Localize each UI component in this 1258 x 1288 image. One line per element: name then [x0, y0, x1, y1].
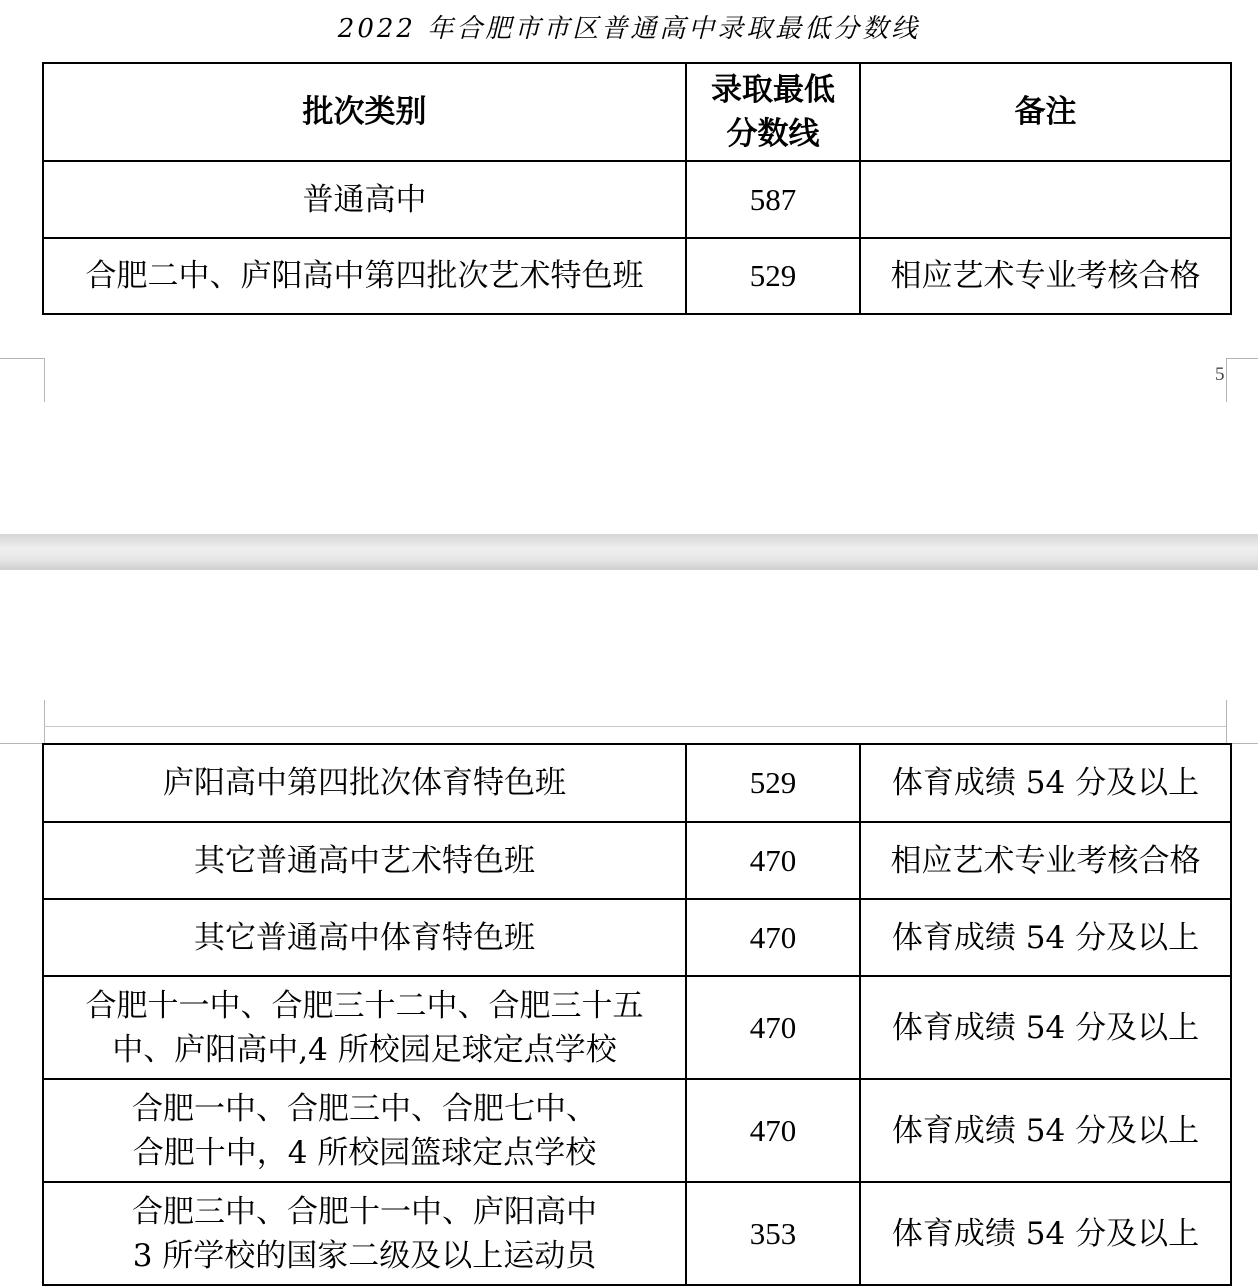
cell-category [43, 1182, 686, 1285]
table-body-page1 [43, 161, 1231, 314]
table-row [43, 899, 1231, 976]
category-line: 合肥三中、合肥十一中、庐阳高中 [132, 1193, 597, 1230]
cell-score: 529 [686, 238, 860, 314]
corner-mark [1226, 358, 1258, 359]
cell-score: 353 [686, 1182, 860, 1285]
header-category: 批次类别 [43, 63, 686, 161]
cell-category [43, 976, 686, 1079]
corner-mark [0, 743, 44, 744]
header-score [686, 63, 860, 161]
table-row [43, 822, 1231, 899]
corner-mark [1226, 358, 1227, 402]
category-line: 中、庐阳高中,4 所校园足球定点学校 [112, 1031, 617, 1068]
table-row [43, 976, 1231, 1079]
corner-mark [1226, 700, 1227, 744]
cell-remark: 体育成绩 54 分及以上 [860, 744, 1231, 822]
corner-mark [44, 358, 45, 402]
header-rule [44, 726, 1226, 727]
corner-mark [44, 700, 45, 744]
page-separator [0, 534, 1258, 570]
cell-remark: 体育成绩 54 分及以上 [860, 899, 1231, 976]
cell-remark: 体育成绩 54 分及以上 [860, 976, 1231, 1079]
category-line: 合肥十中，4 所校园篮球定点学校 [132, 1134, 597, 1171]
category-line: 其它普通高中艺术特色班 [194, 842, 535, 879]
page-number: 5 [1215, 364, 1225, 385]
header-score-line1: 录取最低 [711, 72, 835, 108]
header-remark: 备注 [860, 63, 1231, 161]
corner-mark [0, 358, 44, 359]
cell-category [43, 822, 686, 899]
category-line: 合肥二中、庐阳高中第四批次艺术特色班 [85, 258, 644, 294]
cell-score: 470 [686, 899, 860, 976]
header-score-line2: 分数线 [726, 116, 820, 152]
category-line: 合肥一中、合肥三中、合肥七中、 [132, 1090, 597, 1127]
table-row [43, 238, 1231, 314]
cell-score: 470 [686, 976, 860, 1079]
table-row [43, 161, 1231, 238]
category-line: 合肥十一中、合肥三十二中、合肥三十五 [85, 987, 644, 1024]
admission-score-table-continued [42, 743, 1232, 1286]
cell-remark: 体育成绩 54 分及以上 [860, 1182, 1231, 1285]
cell-score: 470 [686, 1079, 860, 1182]
cell-score: 529 [686, 744, 860, 822]
category-line: 普通高中 [302, 181, 427, 218]
table-header-row [43, 63, 1231, 161]
cell-remark: 相应艺术专业考核合格 [860, 822, 1231, 899]
category-line: 3 所学校的国家二级及以上运动员 [132, 1237, 597, 1274]
cell-category [43, 161, 686, 238]
document-title: 2022 年合肥市市区普通高中录取最低分数线 [337, 14, 921, 44]
cell-score: 587 [686, 161, 860, 238]
cell-score: 470 [686, 822, 860, 899]
cell-category [43, 238, 686, 314]
table-row [43, 744, 1231, 822]
cell-category [43, 1079, 686, 1182]
table-row [43, 1079, 1231, 1182]
category-line: 庐阳高中第四批次体育特色班 [163, 765, 566, 801]
admission-score-table [42, 62, 1232, 315]
category-line: 其它普通高中体育特色班 [194, 919, 535, 956]
table-body-page2 [43, 744, 1231, 1285]
table-row [43, 1182, 1231, 1285]
cell-remark: 相应艺术专业考核合格 [860, 238, 1231, 314]
cell-remark: 体育成绩 54 分及以上 [860, 1079, 1231, 1182]
cell-remark [860, 161, 1231, 238]
cell-category [43, 744, 686, 822]
cell-category [43, 899, 686, 976]
